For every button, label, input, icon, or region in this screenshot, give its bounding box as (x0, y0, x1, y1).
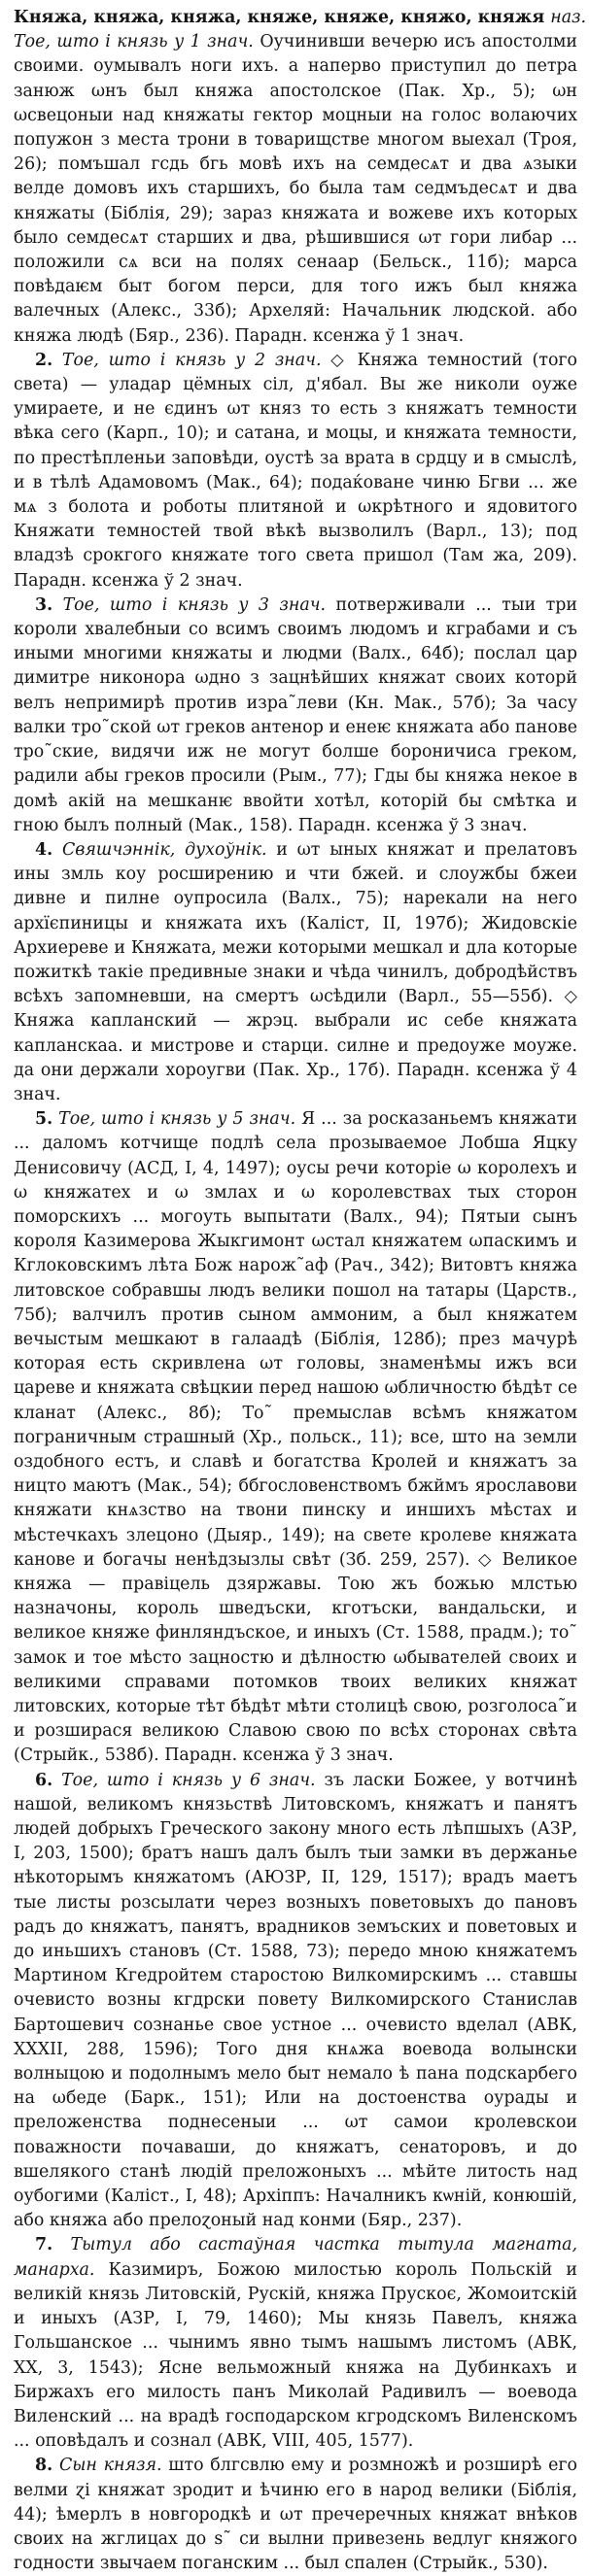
sense-text: Оучинивши вечерю исъ апостолми своими. оумывалъ ноги ихъ. а наперво приступил до петра занюж ωнъ был княжа апостолское (Пак. Хр., 5); ωн ωсвецоныи над княжаты гектор моцныи на голос волаючих попужон з места трони в товарищстве многом выехал (Троя, 26); помъшал гсдь бгь мовѣ ихъ на семдесѧт и два ѧзыки велде домовъ ихъ старшихъ, бо была там седмъдесѧт и два княжаты (Біблія, 29); зараз княжата и вожеве ихъ которых было семдесѧт старших и два, рѣшившися ωт гори либар ... положили сѧ вси на полях сенаар (Бельск., 11б); марса повѣдаѥм быт богом перси, для того ижъ был княжа валечных (Алекс., 33б); Археляй: Начальник людской. або княжа людѣ (Бяр., 236). Парадн. ксенжа ў 1 знач. (14, 32, 578, 346)
sense-definition: Тое, што і князь у 6 знач. (61, 1770, 316, 1790)
sense-number: 8. (35, 2456, 53, 2476)
sense-3 (14, 593, 577, 838)
sense-text: ◇ Княжа темностий (того света) — уладар цёмных сіл, д'ябал. Вы же николи оуже умираете, и не єдинъ ωт княз то есть з княжатъ темности вѣка сего (Карп., 10); и сатана, и моцы, и княжата темности, по престѣпленьи заповѣди, оустѣ за врата в срдцу и в смыслѣ, и в тѣлѣ Адамовомъ (Мак., 64); подаќоване чиню Бгви ... же мѧ з болота и роботы плитяной и ωкрѣтного и ядовитого Княжати темностей твой вѣкѣ вызволилъ (Варл., 13); под владзѣ срокгого княжате того света пришол (Там жа, 209). Парадн. ксенжа ў 2 знач. (14, 350, 578, 591)
sense-number: 3. (35, 594, 53, 615)
sense-definition: Тое, што і князь у 2 знач. (61, 350, 322, 370)
sense-number: 4. (35, 839, 53, 860)
sense-definition: Сын князя. (58, 2456, 162, 2476)
sense-6 (14, 1769, 577, 2234)
sense-definition: Тое, што і князь у 3 знач. (62, 594, 327, 615)
sense-text: Я ... за росказаньемъ княжати ... даломъ котчище подлѣ села прозываемое Лобша Яцку Денисовичу (АСД, І, 4, 1497); оусы речи которіе ω королехъ и ω княжатех и ω змлах и ω королевствах тых сторон поморскихъ ... могоуть выпытати (Валх., 94); Пятыи сынъ короля Казимерова Жыкгимонт ωстал княжатем ωпаскимъ и Кглоковскимъ лѣта Бож нарож˜аф (Рач., 342); Витовтъ княжа литовское собравшы людъ велики пошол на татары (Царств., 75б); валчилъ против сыном аммоним, а был княжатем вечыстым мешкают в галаадѣ (Біблія, 128б); през мачурѣ которая есть скривлена ωт головы, знаменѣмы ижъ вси цареве и княжата свѣцкии перед нашою ωбличностю бѣдѣт се кланат (Алекс., 8б); То˜ премыслав всѣмъ княжатом пограничным страшный (Хр., польск., 11); все, што на земли оздобного естъ, и славѣ и богатства Кролей и княжатъ за ницто маютъ (Мак., 54); ббгословенствомъ бжймъ ярославови княжати кнѧзство на твони пинску и иншихъ мѣстах и мѣстечкахъ злецоно (Дыяр., 149); на свете кролеве княжата канове и богачы ненѣдзызлы свѣт (Зб. 259, 257). ◇ Великое княжа — правіцель дзяржавы. Тою жъ божью млстью назначоны, король шведъски, кготъски, вандальски, и великое княже финляндъское, и иныхъ (Ст. 1588, прадм.); то˜ замок и тое мѣсто зацностю и дѣлностю ωбывателей своих и великими справами потомков твоих великих княжат литовских, которые тѣт бѣдѣт мѣти столицѣ свою, розголоса˜и и розширася великою Славою свою по всѣх сторонах свѣта (Стрыйк., 538б). Парадн. ксенжа ў 3 знач. (14, 1109, 577, 1766)
sense-definition: Тое, што і князь у 5 знач. (58, 1109, 296, 1130)
sense-text: Казимиръ, Божою милостью король Польскій и великій князь Литовскій, Рускій, княжа Прускоє, Жомоитскій и иныхъ (АЗР, І, 79, 1460); Мы князь Павелъ, княжа Гольшанское ... чынимъ явно тымъ нашымъ листомъ (АВК, XX, 3, 1543); Ясне вельможный княжа на Дубинкахъ и Биржахъ его милость панъ Миколай Радивилъ — воевода Виленский ... на врадѣ господарском кгродскомъ Виленскомъ ... оповѣдалъ и сознал (АВК, VIII, 405, 1577). (14, 2259, 577, 2452)
sense-2 (14, 349, 577, 593)
sense-4 (14, 838, 577, 1107)
entry-headword (14, 6, 587, 30)
sense-definition: Тытул або састаўная частка тытула магната, манарха. (14, 2235, 577, 2280)
sense-definition: Тое, што і князь у 1 знач. (14, 32, 254, 52)
sense-text: зъ ласки Божее, у вотчинѣ нашой, великомъ князьствѣ Литовскомъ, княжатъ и панятъ людей добрыхъ Греческого закону много есть лѣпшыхъ (АЗР, І, 203, 1500); братъ нашъ далъ былъ тыи замки въ держанье нѣкоторымъ княжатомъ (АЮЗР, ІІ, 129, 1517); врадъ маетъ тые листы розсылати через возныхъ поветовыхъ до пановъ радъ до княжатъ, панятъ, врадников земъских и поветовых и до иньшихъ становъ (Ст. 1588, 73); передо мною княжатемъ Мартином Кгедройтем старостою Вилкомирскимъ ... ставшы очевисто возны кгдрски повету Вилкомирского Станислав Бартошевич сознанье свое устное ... очевисто вделал (АВК, XXXII, 288, 1596); Того дня кнѧжа воевода волынски волныцою и подолнымъ мело быт немало ѣ пана подскарбего на ωбеде (Барк., 151); Или на достоенства оурады и преложенства поднесеныи ... ωт самои кролевскои поважности почаваши, до княжатъ, сенаторовъ, и до вшелякого станѣ людій преложоныхъ ... мѣйте литость над оубогими (Каліст., І, 48); Архіппъ: Началникъ кѡнiй, конюшій, або княжа або прелоɀоный над конми (Бяр., 237). (14, 1770, 577, 2231)
headword-grammar-abbr: наз. (550, 8, 587, 27)
sense-definition: Свяшчэннік, духоўнік. (61, 839, 267, 860)
headword-forms: Княжа, княжа, княжа, княже, княже, княжо, княжя (14, 8, 545, 27)
sense-number: 6. (35, 1770, 53, 1790)
sense-8 (14, 2454, 577, 2576)
sense-1 (14, 30, 577, 349)
sense-text: и ωт ыных княжат и прелатовъ ины змль коу росширению и чти бжей. и слоужбы бжеи дивне и пилне оупросила (Валх., 75); нарекали на него архїєпиницы и княжата ихъ (Каліст, II, 197б); Жидовскіе Архиереве и Княжата, межи которыми мешкал и дла которые пожиткѣ такіе предивные знаки и чѣда чинилъ, добродѣйствъ всѣхъ запомневши, на смертъ ωсѣдили (Варл., 55—55б). ◇ Княжа капланский — жрэц. выбрали ис себе княжата капланскаа. и мистрове и старци. силне и предоуже моуже. да они держали хороугви (Пак. Хр., 17б). Парадн. ксенжа ў 4 знач. (14, 839, 578, 1104)
sense-text: што блгсвлю ему и розмножѣ и розширѣ его велми ɀі княжат зродит и ѣчиню его в народ велики (Біблія, 44); ѣмерлъ в новгородкѣ и ωт пречеречных княжат внѣков своих на жглицах до ѕ˜ си вылни привезень ведлуг княжого годности звычаем поганским ... был спален (Стрыйк., 530). (14, 2456, 578, 2574)
sense-5 (14, 1107, 577, 1768)
sense-number: 2. (35, 350, 53, 370)
sense-number: 5. (35, 1109, 53, 1130)
sense-7 (14, 2233, 577, 2454)
sense-number: 7. (35, 2235, 53, 2255)
sense-text: потверживали ... тыи три короли хвалебныи со всимъ своимъ людомъ и кграбами и съ иными многими княжаты и людми (Валх., 64б); послал цар димитре никонора ωдно з зацнѣйших княжат своих которй велъ непримирѣ против изра˜леви (Кн. Мак., 57б); За часу валки тро˜ской ωт греков антенор и енеѥ княжата або панове тро˜ские, видячи иж не могут болше бороничиса греком, радили абы греков просили (Рым., 77); Гды бы княжа некое в домѣ акій на мешканѥ ввойти хотѣл, которій бы смѣтка и гною былъ полный (Мак., 158). Парадн. ксенжа ў 3 знач. (14, 594, 578, 835)
